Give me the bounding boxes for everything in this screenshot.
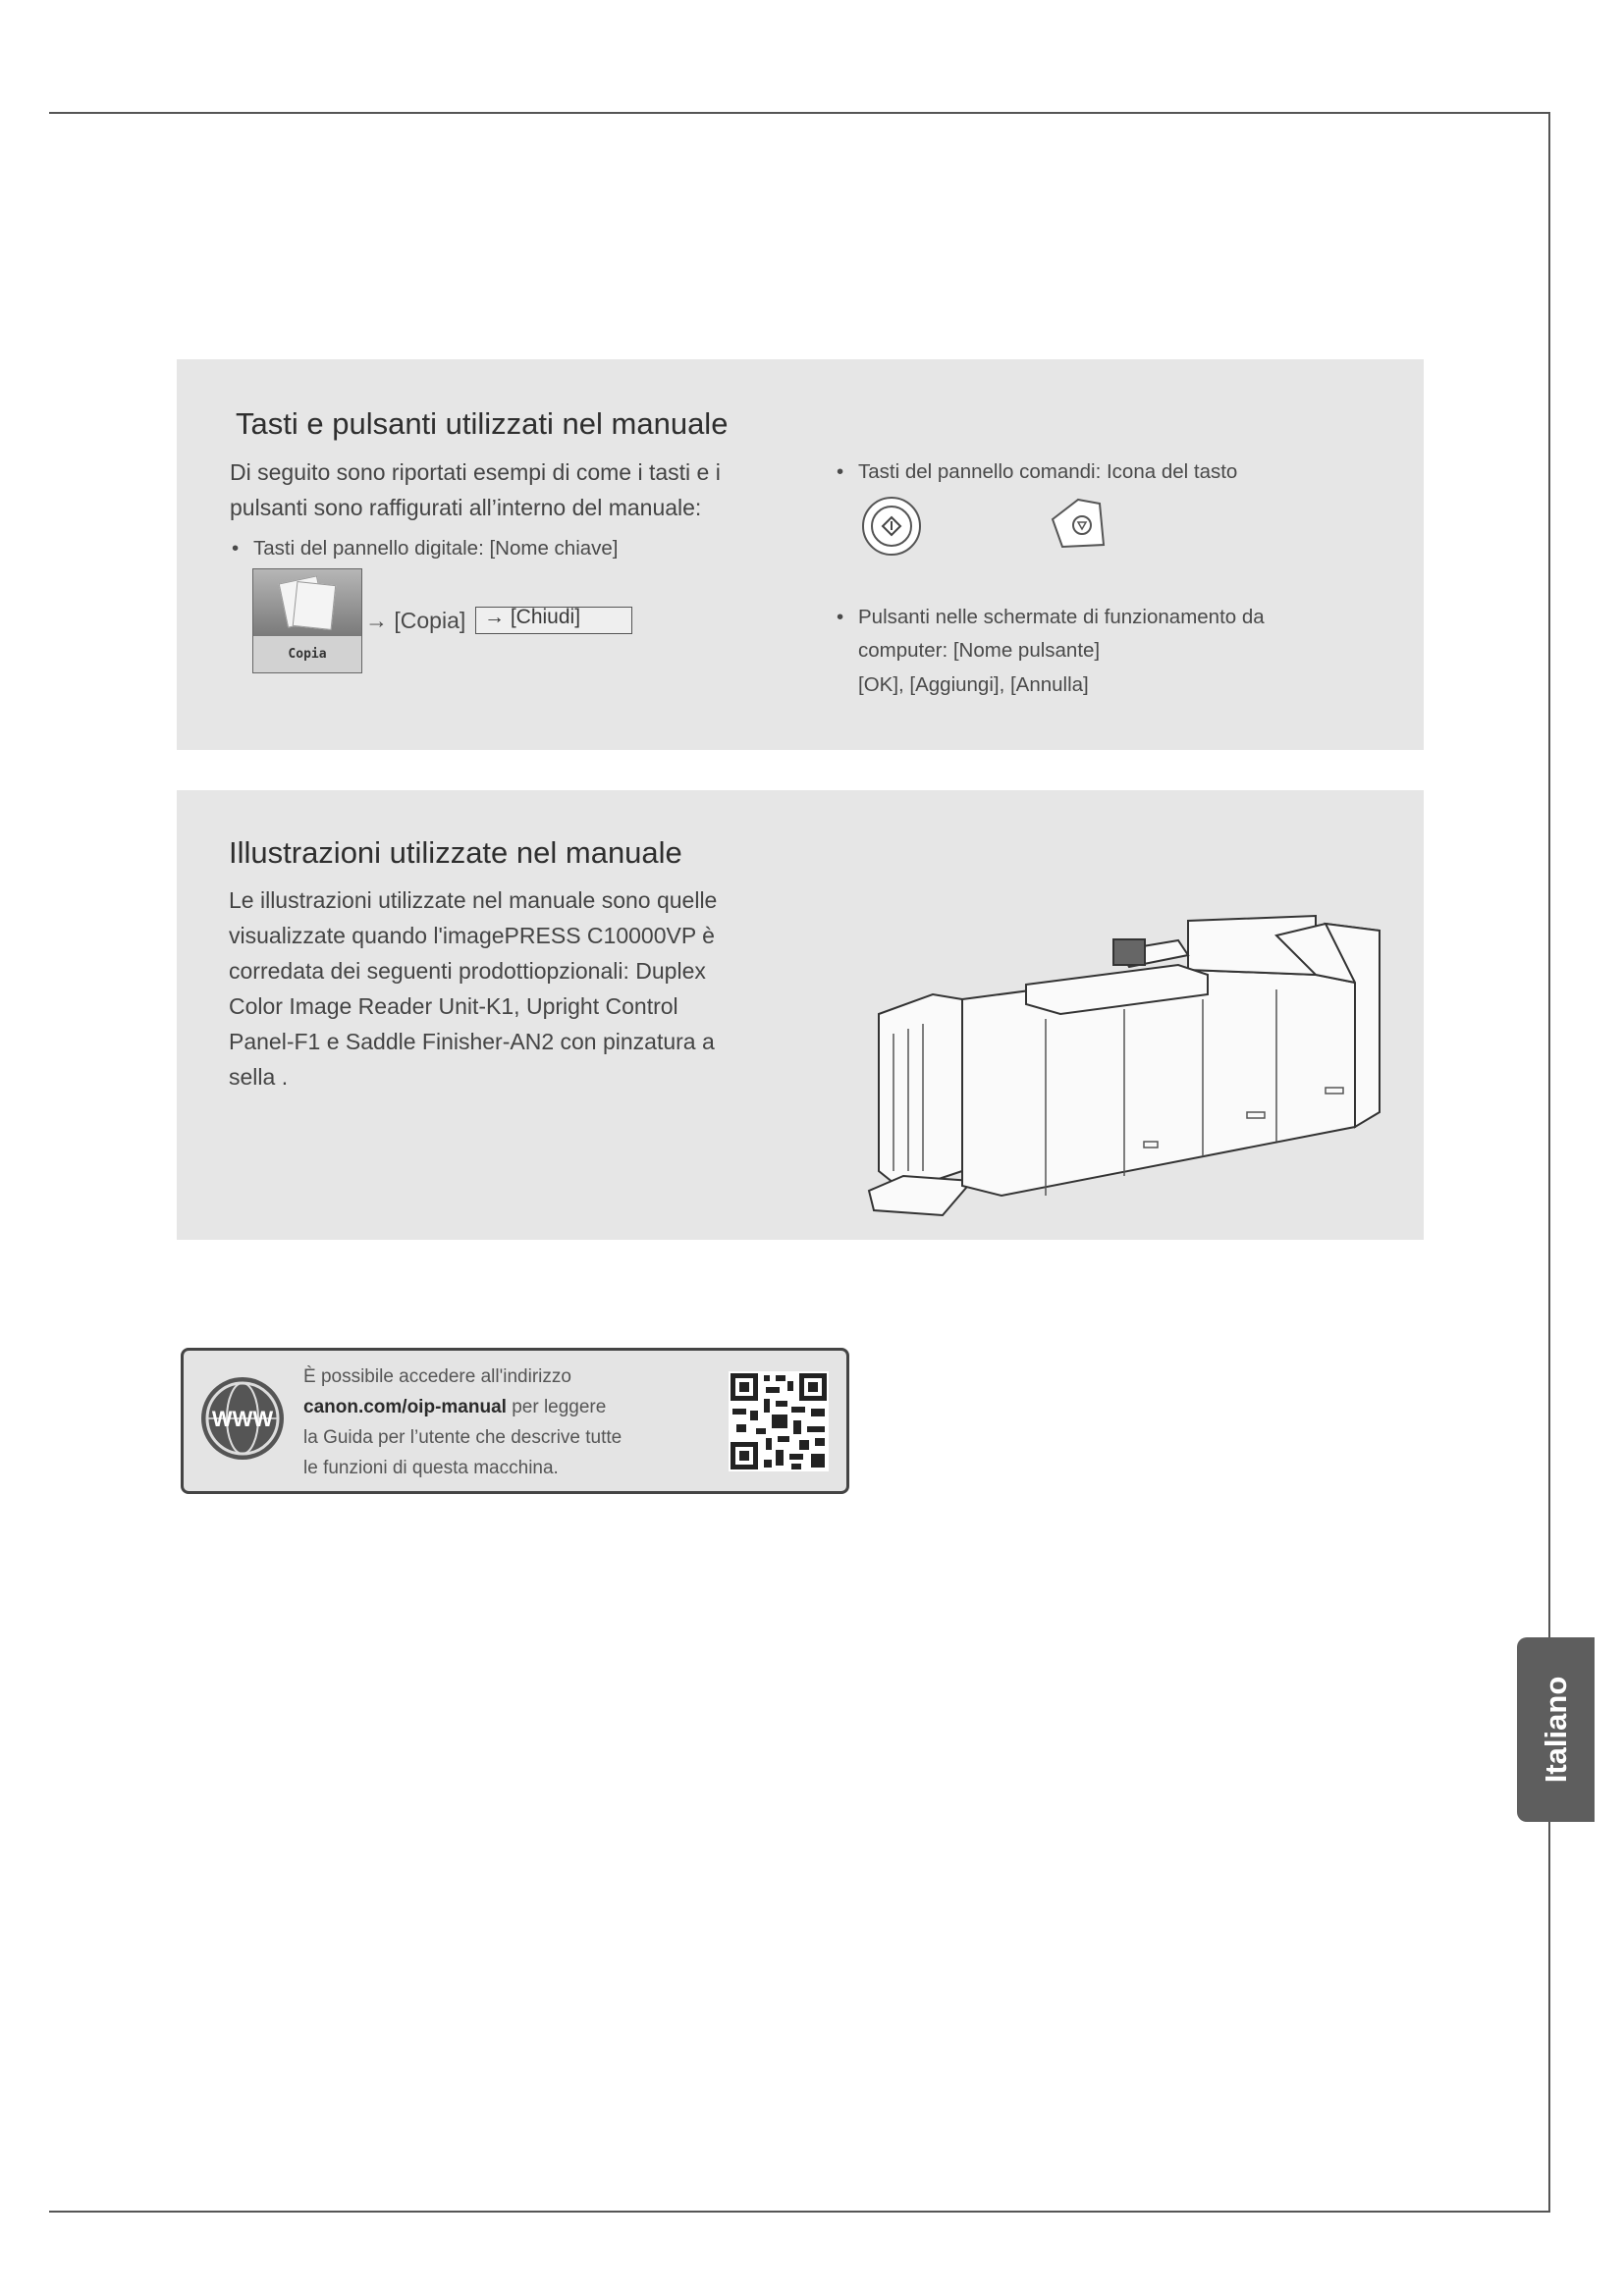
illustrations-line-4: Color Image Reader Unit-K1, Upright Control xyxy=(229,993,678,1019)
www-globe-icon xyxy=(201,1377,284,1460)
bullet-computer-buttons-line1: • Pulsanti nelle schermate di funzionamento da xyxy=(858,601,1265,634)
bullet-computer-buttons-line2: computer: [Nome pulsante] xyxy=(858,639,1101,662)
language-tab xyxy=(1517,1637,1595,1822)
bullet-digital-keys: • Tasti del pannello digitale: [Nome chiave] xyxy=(253,532,619,565)
language-tab-label: Italiano xyxy=(1538,1676,1573,1784)
bullet-panel-keys: • Tasti del pannello comandi: Icona del tasto xyxy=(858,455,1237,489)
illustrations-line-1: Le illustrazioni utilizzate nel manuale sono quelle xyxy=(229,887,718,913)
qr-code xyxy=(729,1371,829,1471)
www-icon-text: WWW xyxy=(211,1407,274,1431)
printer-illustration xyxy=(864,877,1389,1230)
notice-line2 xyxy=(303,1392,622,1422)
computer-buttons-examples: [OK], [Aggiungi], [Annulla] xyxy=(858,673,1089,696)
notice-line2-rest: per leggere xyxy=(506,1397,607,1417)
notice-line3: la Guida per l’utente che descrive tutte xyxy=(303,1427,623,1448)
copy-arrow-text: → [Copia] xyxy=(365,608,466,633)
illustrations-line-5: Panel-F1 e Saddle Finisher-AN2 con pinzatura a xyxy=(229,1029,715,1054)
keys-section-title: Tasti e pulsanti utilizzati nel manuale xyxy=(236,406,729,441)
stop-key-icon xyxy=(1049,496,1106,551)
right-rule xyxy=(1548,112,1550,2213)
illustrations-line-3: corredata dei seguenti prodottiopzionali: Duplex xyxy=(229,958,706,984)
close-button-image xyxy=(475,607,632,634)
notice-line4: le funzioni di questa macchina. xyxy=(303,1458,559,1478)
online-manual-text xyxy=(303,1362,622,1483)
copy-key-image xyxy=(252,568,362,673)
close-button-text: → [Chiudi] xyxy=(484,606,581,628)
manual-url-link[interactable]: canon.com/oip-manual xyxy=(303,1397,507,1417)
notice-line1: È possibile accedere all'indirizzo xyxy=(303,1366,571,1387)
illustrations-line-2: visualizzate quando l'imagePRESS C10000VP è xyxy=(229,923,715,948)
bottom-rule xyxy=(49,2211,1549,2213)
keys-intro-line2: pulsanti sono raffigurati all’interno del manuale: xyxy=(230,495,702,520)
start-key-icon xyxy=(862,497,921,556)
top-rule xyxy=(49,112,1549,114)
keys-intro-line1: Di seguito sono riportati esempi di come i tasti e i xyxy=(230,459,721,485)
illustrations-section-title: Illustrazioni utilizzate nel manuale xyxy=(229,835,682,870)
copy-key-label: Copia xyxy=(253,636,361,672)
illustrations-line-6: sella . xyxy=(229,1064,289,1090)
